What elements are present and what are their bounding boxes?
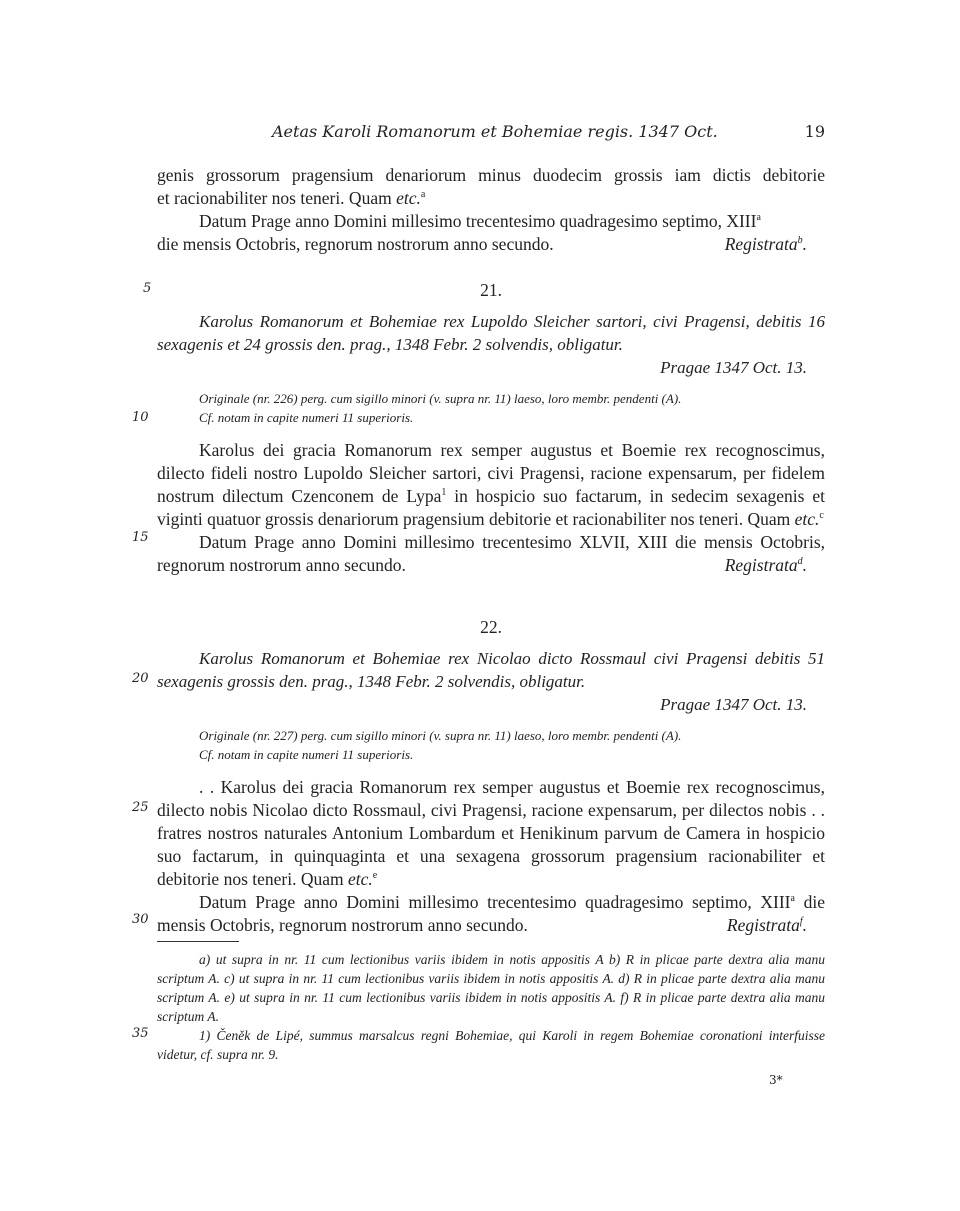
document-22-text — [157, 776, 825, 937]
document-text: . . Karolus dei gracia Romanorum rex semper augustus et Boemie rex recognoscimus, dilecto nobis Nicolao dicto Rossmaul, civi Pragensi, racione expensarum, per dilectos nobis . . fratres nostros naturales Antonium Lombardum et Henikinum parvum de Camera in hospicio suo factarum, in quinquaginta et una sexagena grossorum pragensium racionabiliter et debitorie nos teneri. Quam etc.$^e$ — [157, 777, 825, 889]
document-number: 21. — [480, 280, 502, 300]
signature-mark: 3* — [769, 1073, 783, 1087]
footnote-rule — [157, 941, 239, 942]
lettered-footnotes: a) ut supra in nr. 11 cum lectionibus variis ibidem in notis appositis A b) R in plicae parte dextra alia manu scriptum A. c) ut supra in nr. 11 cum lectionibus variis ibidem in notis appositis A. d) R in plicae parte dextra alia manu scriptum A. e) ut supra in nr. 11 cum lectionibus variis ibidem in notis appositis A. f) R in plicae parte dextra alia manu scriptum A. — [157, 952, 825, 1024]
continued-document — [157, 164, 825, 256]
footnotes — [157, 950, 825, 1064]
document-21 — [157, 279, 825, 379]
line-number-20: 20 — [132, 671, 149, 686]
line-number-25: 25 — [132, 800, 149, 815]
place-date: Pragae 1347 Oct. 13. — [660, 695, 807, 714]
registrata-note: Registrata$^f$. — [726, 915, 807, 935]
document-number: 22. — [480, 617, 502, 637]
numbered-footnote: 1) Čeněk de Lipé, summus marsalcus regni Bohemiae, qui Karoli in regem Bohemiae coronationi interfuisse videtur, cf. supra nr. 9. — [157, 1028, 825, 1062]
regest: Karolus Romanorum et Bohemiae rex Nicolao dicto Rossmaul civi Pragensi debitis 51 sexagenis grossis den. prag., 1348 Febr. 2 solvendis, obligatur. — [157, 649, 825, 691]
line-number-15: 15 — [132, 530, 149, 545]
source-note: Originale (nr. 226) perg. cum sigillo minori (v. supra nr. 11) laeso, loro membr. pendenti (A). Cf. notam in capite numeri 11 superioris. — [199, 391, 682, 425]
regest: Karolus Romanorum et Bohemiae rex Lupoldo Sleicher sartori, civi Pragensi, debitis 16 sexagenis et 24 grossis den. prag., 1348 Febr. 2 solvendis, obligatur. — [157, 312, 825, 354]
place-date: Pragae 1347 Oct. 13. — [660, 358, 807, 377]
datum: Datum Prage anno Domini millesimo trecentesimo XLVII, XIII die mensis Octobris, regnorum nostrorum anno secundo. Registrata$^d$. — [157, 532, 825, 575]
document-text: Karolus dei gracia Romanorum rex semper augustus et Boemie rex recognoscimus, dilecto fideli nostro Lupoldo Sleicher sartori, civi Pragensi, racione expensarum, per fidelem nostrum dilectum Czenconem de Lypa$^1$ in hospicio suo factarum, in sedecim sexagenis et viginti quatuor grossis denariorum pragensium debitorie et racionabiliter nos teneri. Quam etc.$^c$ — [157, 440, 825, 529]
text-line: genis grossorum pragensium denariorum minus duodecim grossis iam dictis debitorie — [157, 165, 825, 185]
line-number-5: 5 — [143, 281, 152, 296]
page-number: 19 — [804, 122, 825, 141]
source-note: Originale (nr. 227) perg. cum sigillo minori (v. supra nr. 11) laeso, loro membr. pendenti (A). Cf. notam in capite numeri 11 superioris. — [199, 728, 682, 762]
registrata-note: Registrata$^d$. — [724, 555, 807, 575]
document-22 — [157, 616, 825, 716]
line-number-30: 30 — [132, 912, 149, 927]
text-line: et racionabiliter nos teneri. Quam etc.$^a$ — [157, 188, 426, 208]
datum: Datum Prage anno Domini millesimo trecentesimo quadragesimo septimo, XIII$^a$ die mensis Octobris, regnorum nostrorum anno secundo. Registrata$^f$. — [157, 892, 825, 935]
running-header: Aetas Karoli Romanorum et Bohemiae regis. 1347 Oct. — [272, 122, 718, 141]
datum: Datum Prage anno Domini millesimo trecentesimo quadragesimo septimo, XIII$^a$ — [199, 211, 761, 231]
datum-continued: die mensis Octobris, regnorum nostrorum anno secundo. Registrata$^b$. — [157, 234, 807, 254]
document-21-text — [157, 439, 825, 577]
line-number-35: 35 — [132, 1026, 149, 1041]
line-number-10: 10 — [132, 410, 149, 425]
registrata-note: Registrata$^b$. — [724, 234, 807, 254]
